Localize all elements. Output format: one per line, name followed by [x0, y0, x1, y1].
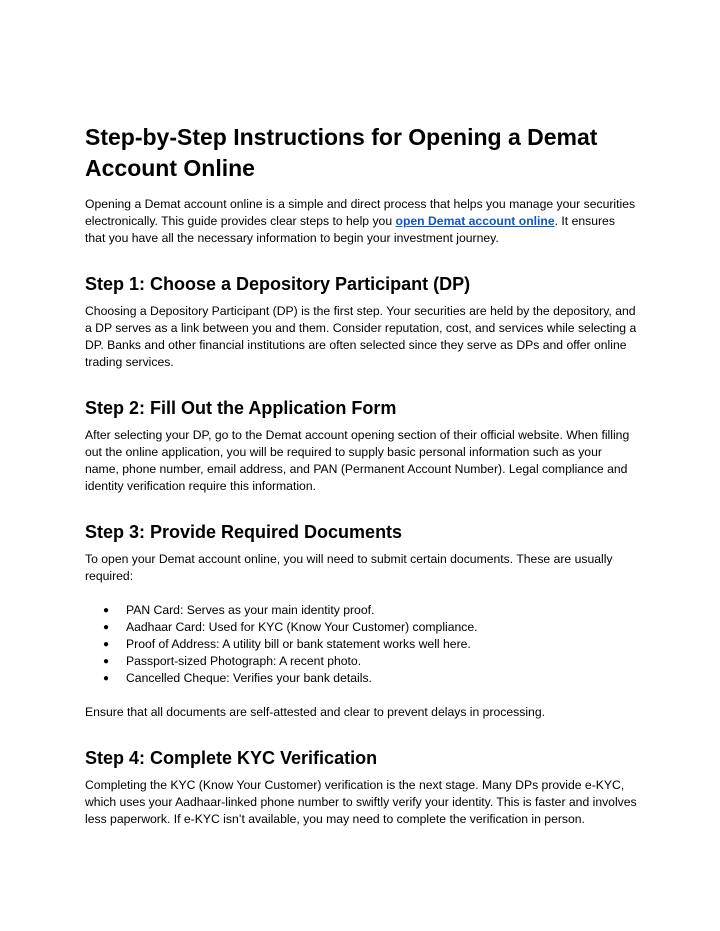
- intro-paragraph: [85, 196, 637, 247]
- bullet-icon: ●: [103, 673, 110, 684]
- bullet-icon: ●: [103, 656, 110, 667]
- step-4-section: [85, 746, 637, 828]
- list-item-text: Cancelled Cheque: Verifies your bank details.: [126, 671, 372, 685]
- step-2-section: [85, 396, 637, 495]
- bullet-icon: ●: [103, 605, 110, 616]
- list-item-text: PAN Card: Serves as your main identity proof.: [126, 603, 375, 617]
- step-3-section: [85, 520, 637, 721]
- list-item: [103, 619, 637, 636]
- step-1-heading: Step 1: Choose a Depository Participant (DP): [85, 274, 471, 294]
- step-3-heading: Step 3: Provide Required Documents: [85, 522, 403, 542]
- step-2-heading: Step 2: Fill Out the Application Form: [85, 398, 397, 418]
- step-4-body: Completing the KYC (Know Your Customer) verification is the next stage. Many DPs provide e-KYC, which uses your Aadhaar-linked phone number to swiftly verify your identity. This is faster and involves less paperwork. If e-KYC isn’t available, you may need to complete the verification in person.: [85, 778, 637, 826]
- bullet-icon: ●: [103, 622, 110, 633]
- step-3-body: To open your Demat account online, you will need to submit certain documents. These are usually required:: [85, 552, 613, 583]
- list-item: [103, 602, 637, 619]
- list-item: [103, 653, 637, 670]
- step-2-body: After selecting your DP, go to the Demat account opening section of their official website. When filling out the online application, you will be required to supply basic personal information such as your name, phone number, email address, and PAN (Permanent Account Number). Legal compliance and identity verification require this information.: [85, 428, 630, 493]
- page-title: Step-by-Step Instructions for Opening a Demat Account Online: [85, 124, 598, 181]
- document-page: [85, 122, 637, 828]
- list-item-text: Aadhaar Card: Used for KYC (Know Your Customer) compliance.: [126, 620, 478, 634]
- step-4-heading: Step 4: Complete KYC Verification: [85, 748, 378, 768]
- step-1-body: Choosing a Depository Participant (DP) is the first step. Your securities are held by the depository, and a DP serves as a link between you and them. Consider reputation, cost, and services while selecting a DP. Banks and other financial institutions are often selected since they serve as DPs and offer online trading services.: [85, 304, 637, 369]
- intro-text-before: Opening a Demat account online is a simple and direct process that helps you manage your securities electronically. This guide provides clear steps to help you: [85, 197, 636, 228]
- list-item-text: Passport-sized Photograph: A recent photo.: [126, 654, 362, 668]
- list-item-text: Proof of Address: A utility bill or bank statement works well here.: [126, 637, 471, 651]
- step-1-section: [85, 272, 637, 371]
- bullet-icon: ●: [103, 639, 110, 650]
- step-3-footer: Ensure that all documents are self-attested and clear to prevent delays in processing.: [85, 705, 545, 719]
- list-item: [103, 670, 637, 687]
- open-demat-account-link[interactable]: open Demat account online: [395, 214, 555, 228]
- list-item: [103, 636, 637, 653]
- intro-text-after: . It ensures that you have all the necessary information to begin your investment journey.: [85, 214, 615, 245]
- required-documents-list: [85, 602, 637, 687]
